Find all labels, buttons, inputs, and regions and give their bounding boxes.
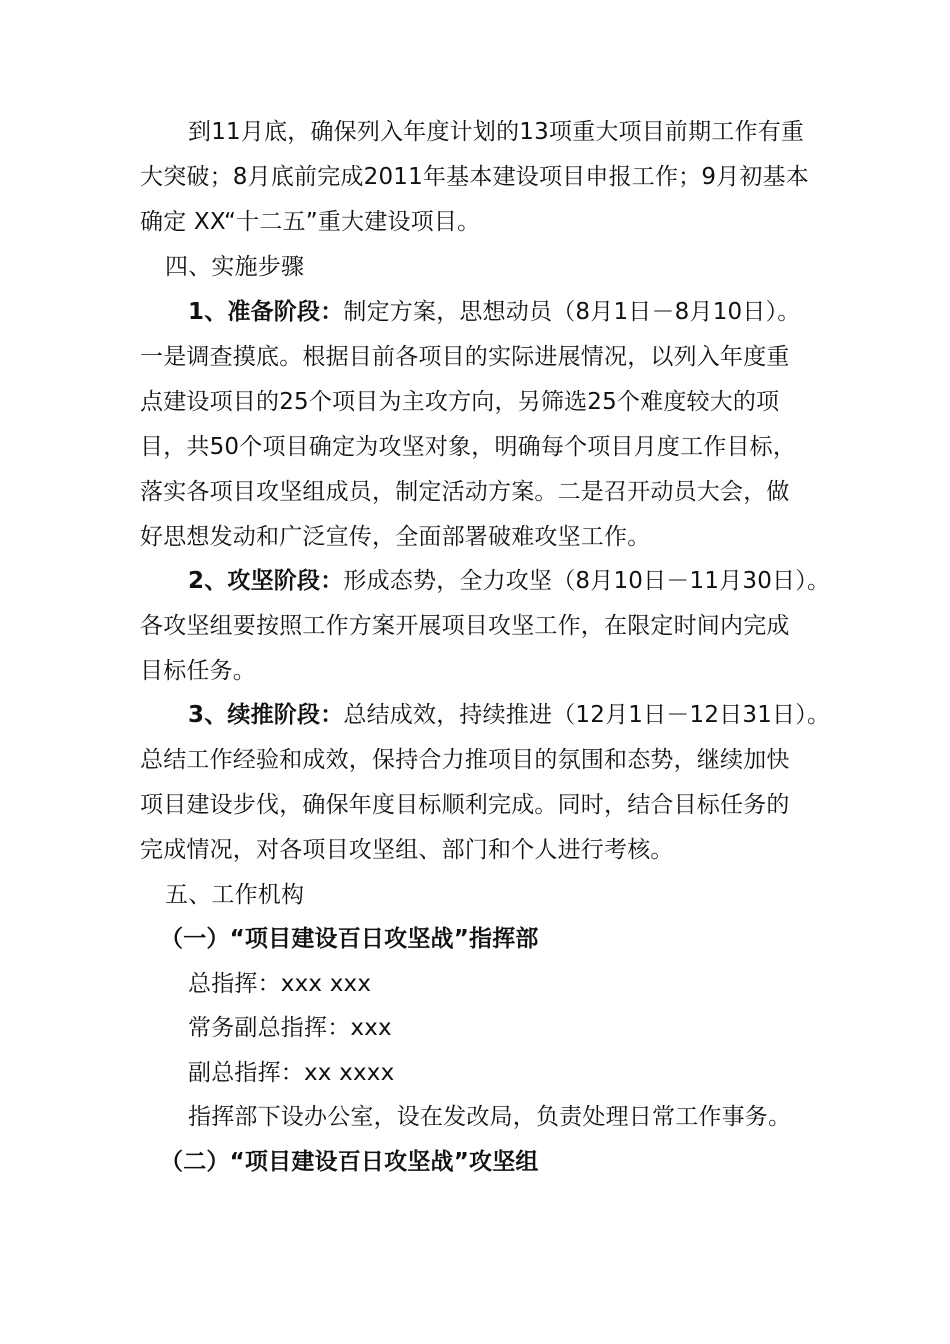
paragraph-line: 总结工作经验和成效，保持合力推项目的氛围和态势，继续加快 (140, 747, 790, 773)
paragraph-line: 好思想发动和广泛宣传，全面部署破难攻坚工作。 (140, 524, 651, 550)
paragraph-line: 确定 XX“十二五”重大建设项目。 (140, 209, 481, 235)
paragraph-line: 指挥部下设办公室，设在发改局，负责处理日常工作事务。 (188, 1104, 792, 1130)
stage-label: 2、攻坚阶段： (188, 568, 344, 594)
paragraph-line: 落实各项目攻坚组成员，制定活动方案。二是召开动员大会，做 (140, 479, 790, 505)
stage-text: 形成态势，全力攻坚（8月10日－11月30日）。 (343, 568, 831, 594)
paragraph-line: 到11月底，确保列入年度计划的13项重大项目前期工作有重 (188, 119, 805, 145)
paragraph-line: 常务副总指挥：xxx (188, 1015, 392, 1041)
paragraph-line: 目标任务。 (140, 658, 256, 684)
paragraph-line: 点建设项目的25个项目为主攻方向，另筛选25个难度较大的项 (140, 389, 780, 415)
section-heading: 五、工作机构 (165, 882, 305, 908)
paragraph-line: 各攻坚组要按照工作方案开展项目攻坚工作，在限定时间内完成 (140, 613, 790, 639)
stage-text: 制定方案，思想动员（8月1日－8月10日）。 (343, 299, 801, 325)
paragraph-line: 副总指挥：xx xxxx (188, 1060, 395, 1086)
paragraph-line: 总指挥：xxx xxx (188, 971, 372, 997)
subsection-heading: （二）“项目建设百日攻坚战”攻坚组 (160, 1149, 539, 1175)
paragraph-line: 大突破；8月底前完成2011年基本建设项目申报工作；9月初基本 (140, 164, 809, 190)
subsection-heading: （一）“项目建设百日攻坚战”指挥部 (160, 926, 539, 952)
stage-line (188, 566, 878, 596)
stage-line (188, 700, 878, 730)
stage-label: 1、准备阶段： (188, 299, 344, 325)
stage-text: 总结成效，持续推进（12月1日－12日31日）。 (343, 702, 831, 728)
stage-line (188, 297, 878, 327)
stage-label: 3、续推阶段： (188, 702, 344, 728)
paragraph-line: 目，共50个项目确定为攻坚对象，明确每个项目月度工作目标， (140, 434, 797, 460)
section-heading: 四、实施步骤 (165, 254, 305, 280)
paragraph-line: 项目建设步伐，确保年度目标顺利完成。同时，结合目标任务的 (140, 792, 790, 818)
paragraph-line: 一是调查摸底。根据目前各项目的实际进展情况，以列入年度重 (140, 344, 790, 370)
paragraph-line: 完成情况，对各项目攻坚组、部门和个人进行考核。 (140, 837, 674, 863)
